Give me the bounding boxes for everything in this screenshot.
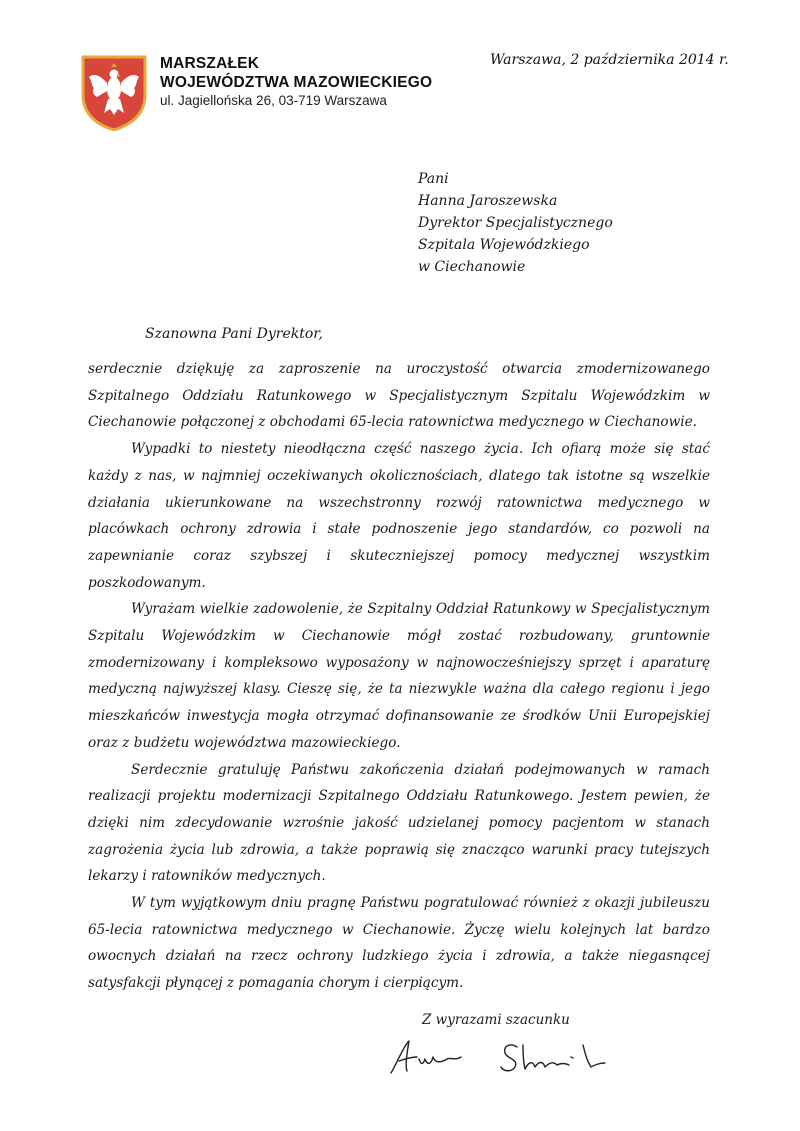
body-paragraph: serdecznie dziękuję za zaproszenie na uroczystość otwarcia zmodernizowanego Szpitalnego Oddziału Ratunkowego w Specjalistycznym Szpitalu Wojewódzkim w Ciechanowie połączonej z obchodami 65-lecia ratownictwa medycznego w Ciechanowie. [88, 361, 710, 431]
recipient-line: Pani [418, 171, 449, 187]
recipient-block [418, 168, 613, 278]
signature-icon [385, 1035, 615, 1080]
body-paragraph: W tym wyjątkowym dniu pragnę Państwu pogratulować również z okazji jubileuszu 65-lecia ratownictwa medycznego w Ciechanowie. Życzę wielu kolejnych lat bardzo owocnych działań na rzecz ochrony ludzkiego życia i zdrowia, a także niegasnącej satysfakcji płynącej z pomagania chorym i cierpiącym. [88, 895, 710, 992]
salutation: Szanowna Pani Dyrektor, [145, 326, 323, 342]
recipient-line: Hanna Jaroszewska [418, 193, 558, 209]
sender-address: ul. Jagiellońska 26, 03-719 Warszawa [160, 93, 387, 108]
body-paragraph: Wyrażam wielkie zadowolenie, że Szpitalny Oddział Ratunkowy w Specjalistycznym Szpitalu Wojewódzkim w Ciechanowie mógł zostać rozbudowany, gruntownie zmodernizowany i kompleksowo wyposażony w najnowocześniejszy sprzęt i aparaturę medyczną najwyższej klasy. Cieszę się, że ta niezwykle ważna dla całego regionu i jego mieszkańców inwestycja mogła otrzymać dofinansowanie ze środków Unii Europejskiej oraz z budżetu województwa mazowieckiego. [88, 601, 710, 751]
crest-icon [80, 55, 148, 131]
body-paragraph: Wypadki to niestety nieodłączna część naszego życia. Ich ofiarą może się stać każdy z nas, w najmniej oczekiwanych okolicznościach, dlatego tak istotne są wszelkie działania ukierunkowane na wszechstronny rozwój ratownictwa medycznego w placówkach ochrony zdrowia i stałe podnoszenie jego standardów, co pozwoli na zapewnianie coraz szybszej i skuteczniejszej pomocy medycznej wszystkim poszkodowanym. [88, 441, 710, 591]
letter-date: Warszawa, 2 października 2014 r. [490, 52, 729, 68]
body-paragraph: Serdecznie gratuluję Państwu zakończenia działań podejmowanych w ramach realizacji projektu modernizacji Szpitalnego Oddziału Ratunkowego. Jestem pewien, że dzięki nim zdecydowanie wzrośnie jakość udzielanej pomocy pacjentom w stanach zagrożenia życia lub zdrowia, a także poprawią się znacząco warunki pracy tutejszych lekarzy i ratowników medycznych. [88, 761, 710, 885]
recipient-line: w Ciechanowie [418, 259, 526, 275]
recipient-line: Dyrektor Specjalistycznego [418, 215, 613, 231]
sender-title: MARSZAŁEK [160, 55, 260, 72]
letter-body [88, 356, 710, 997]
sender-block [160, 54, 432, 110]
recipient-line: Szpitala Wojewódzkiego [418, 237, 590, 253]
closing-phrase: Z wyrazami szacunku [422, 1012, 570, 1028]
sender-office: WOJEWÓDZTWA MAZOWIECKIEGO [160, 74, 433, 91]
